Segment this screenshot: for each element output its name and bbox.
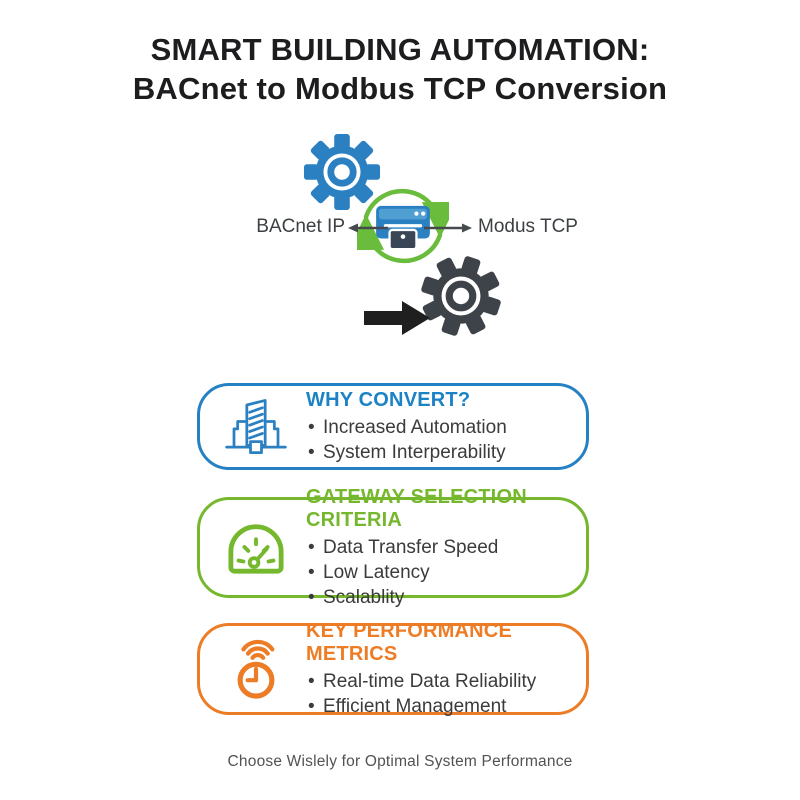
realtime-clock-icon xyxy=(216,637,296,701)
section-heading: GATEWAY SELECTION CRITERIA xyxy=(306,485,527,531)
page-title-line1: SMART BUILDING AUTOMATION: xyxy=(150,32,650,67)
section-heading: WHY CONVERT? xyxy=(306,388,471,411)
bullet-list xyxy=(306,669,572,719)
section-heading: KEY PERFORMANCE METRICS xyxy=(306,619,512,665)
section-gateway-criteria xyxy=(197,485,589,608)
page-title xyxy=(0,30,800,108)
bullet-item: • Efficient Management xyxy=(306,694,572,719)
bullet-item: • Scalablity xyxy=(306,585,572,610)
arrow-right-icon xyxy=(424,221,472,235)
black-right-arrow-icon xyxy=(364,299,432,337)
page-title-line2: BACnet to Modbus TCP Conversion xyxy=(132,71,668,106)
modus-tcp-label: Modus TCP xyxy=(478,216,578,237)
bullet-item: • Low Latency xyxy=(306,560,572,585)
bacnet-ip-label: BACnet IP xyxy=(256,216,345,237)
section-performance-metrics xyxy=(197,619,589,717)
footer-note: Choose Wislely for Optimal System Performance xyxy=(227,753,573,770)
bullet-item: • System Interperability xyxy=(306,440,507,465)
building-network-icon xyxy=(216,394,296,460)
bullet-item: • Real-time Data Reliability xyxy=(306,669,572,694)
arrow-left-icon xyxy=(348,221,388,235)
bullet-list xyxy=(306,415,507,465)
speed-gauge-icon xyxy=(216,519,296,577)
dark-gear-icon xyxy=(420,255,502,337)
bullet-list xyxy=(306,535,572,610)
section-why-convert xyxy=(197,383,589,470)
bullet-item: • Increased Automation xyxy=(306,415,507,440)
bullet-item: • Data Transfer Speed xyxy=(306,535,572,560)
